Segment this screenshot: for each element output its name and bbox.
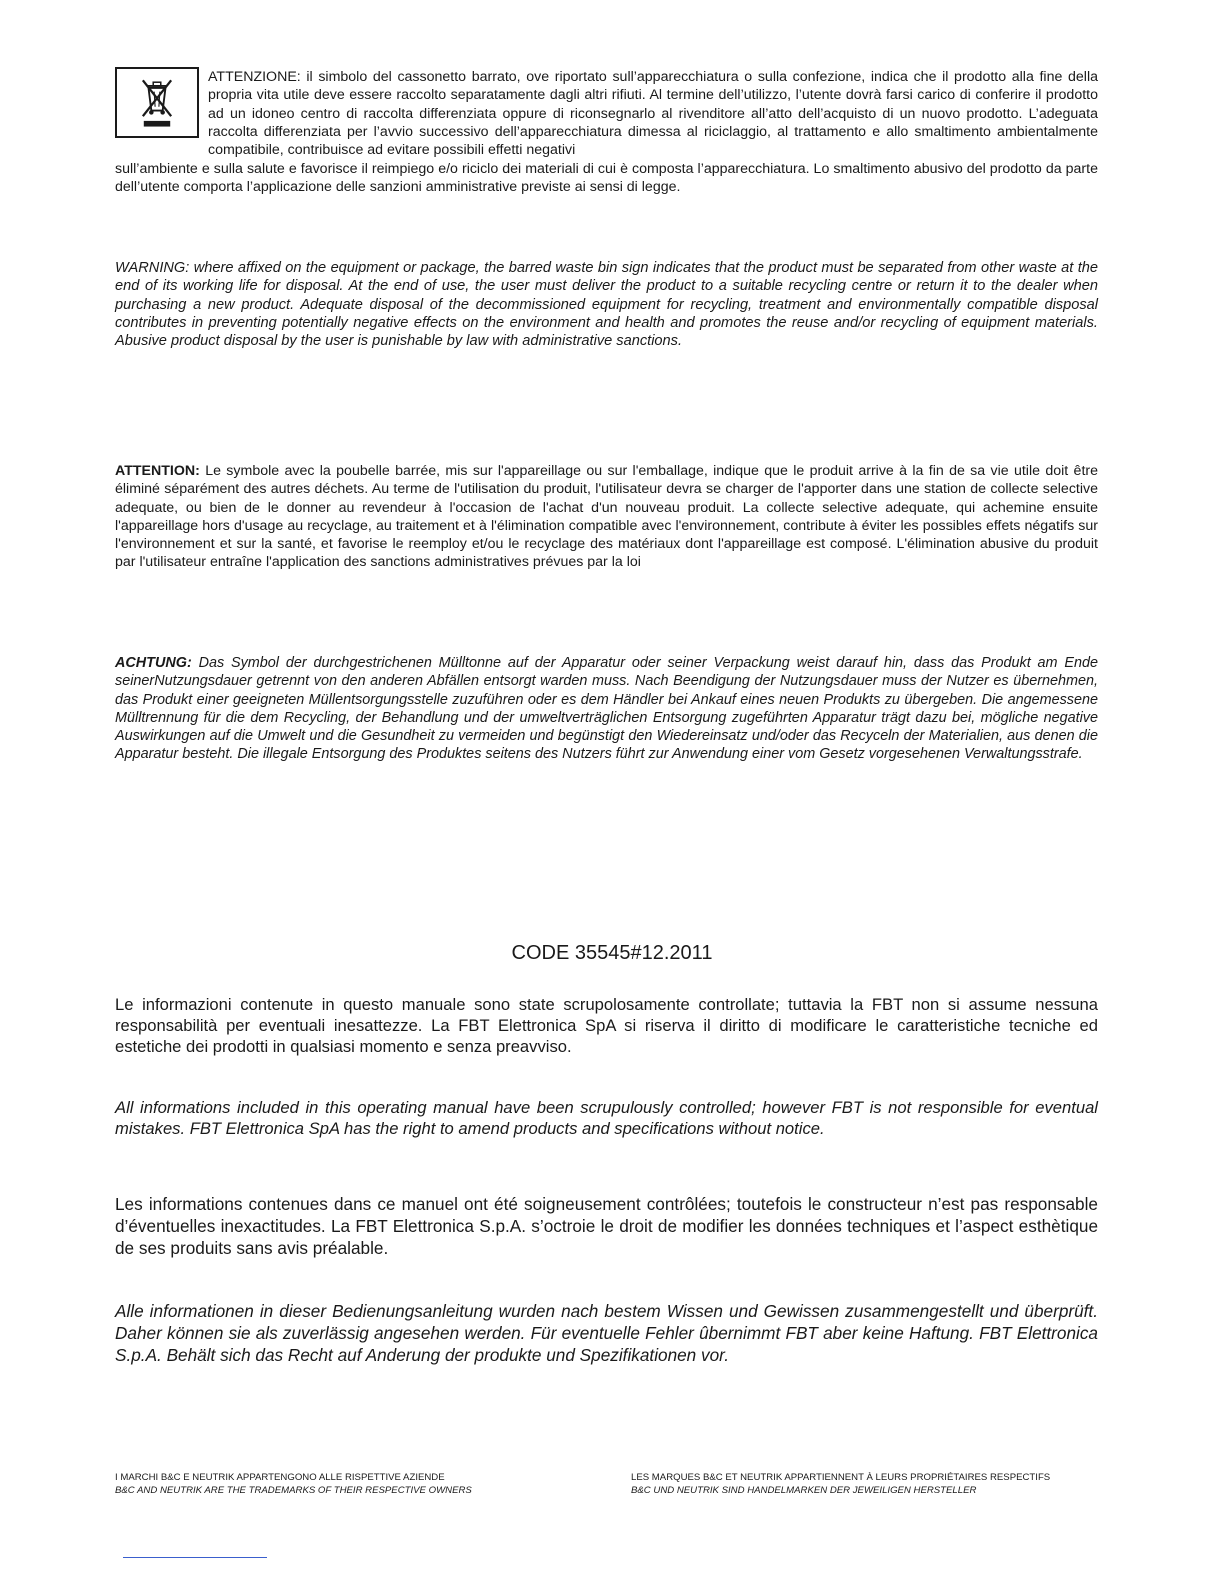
weee-bin-drawing <box>117 69 197 136</box>
weee-notice-german-body: Das Symbol der durchgestrichenen Mülltonne auf der Apparatur oder seiner Verpackung weist darauf hin, dass das Produkt am Ende seinerNutzungsdauer getrennt von den anderen Abfällen entsorgt warden muss. Nach Beendigung der Nutzungsdauer muss der Nutzer es übernehmen, das Produkt einer geeigneten Müllentsorgungsstelle zuzuführen oder es dem Händler bei Ankauf eines neuen Produkts zu übergeben. Die angemessene Mülltrennung für die dem Recycling, der Behandlung und der umweltverträglichen Entsorgung zugeführten Apparatur trägt dazu bei, mögliche negative Auswirkungen auf die Umwelt und die Gesundheit zu vermeiden und begünstigt den Wiedereinsatz und/oder das Recyceln der Materialien, aus denen die Apparatur besteht. Die illegale Entsorgung des Produktes seitens des Nutzers führt zur Anwendung einer vom Gesetz vorgesehenen Verwaltungsstrafe. <box>115 655 1098 763</box>
crossed-out-wheeled-bin-icon <box>115 67 199 138</box>
document-code: CODE 35545#12.2011 <box>511 942 713 964</box>
weee-notice-german <box>115 654 1098 764</box>
trademark-note-english: B&C AND NEUTRIK ARE THE TRADEMARKS OF THEIR RESPECTIVE OWNERS <box>115 1484 472 1496</box>
trademark-note-french: LES MARQUES B&C ET NEUTRIK APPARTIENNENT À LEURS PROPRIÉTAIRES RESPECTIFS <box>631 1472 1051 1483</box>
trademark-note-german: B&C UND NEUTRIK SIND HANDELMARKEN DER JEWEILIGEN HERSTELLER <box>631 1484 977 1496</box>
disclaimer-french: Les informations contenues dans ce manuel ont été soigneusement contrôlées; toutefois le constructeur n’est pas responsable d’éventuelles inexactitudes. La FBT Elettronica S.p.A. s’octroie le droit de modifier les données techniques et l’aspect esthètique de ses produits sans avis préalable. <box>115 1194 1098 1258</box>
weee-notice-german-lead: ACHTUNG: <box>115 655 192 671</box>
disclaimer-italian: Le informazioni contenute in questo manuale sono state scrupolosamente controllate; tuttavia la FBT non si assume nessuna responsabilità per eventuali inesattezze. La FBT Elettronica SpA si riserva il diritto di modificare le caratteristiche tecniche ed estetiche dei prodotti in qualsiasi momento e senza preavviso. <box>115 995 1098 1056</box>
weee-notice-french-lead: ATTENTION: <box>115 463 200 479</box>
weee-notice-italian-continued: sull’ambiente e sulla salute e favorisce il reimpiego e/o riciclo dei materiali di cui è composta l’apparecchiatura. Lo smaltimento abusivo del prodotto da parte dell’utente comporta l’applicazione delle sanzioni amministrative previste ai sensi di legge. <box>115 161 1098 196</box>
weee-notice-french <box>115 462 1098 572</box>
trademark-note-italian: I MARCHI B&C E NEUTRIK APPARTENGONO ALLE RISPETTIVE AZIENDE <box>115 1472 445 1483</box>
disclaimer-english: All informations included in this operating manual have been scrupulously controlled; however FBT is not responsible for eventual mistakes. FBT Elettronica SpA has the right to amend products and specifications without notice. <box>115 1098 1098 1138</box>
trademark-note-right <box>631 1472 1050 1497</box>
weee-notice-italian: ATTENZIONE: il simbolo del cassonetto barrato, ove riportato sull’apparecchiatura o sulla confezione, indica che il prodotto alla fine della propria vita utile deve essere raccolto separatamente dagli altri rifiuti. Al termine dell’utilizzo, l’utente dovrà farsi carico di conferire il prodotto ad un idoneo centro di raccolta differenziata oppure di riconsegnarlo al rivenditore all’atto dell’acquisto di un nuovo prodotto. L’adeguata raccolta differenziata per l’avvio successivo dell’apparecchiatura dimessa al riciclaggio, al trattamento e allo smaltimento ambientalmente compatibile, contribuisce ad evitare possibili effetti negativi <box>208 69 1098 159</box>
trademark-note-left <box>115 1472 472 1497</box>
disclaimer-german: Alle informationen in dieser Bedienungsanleitung wurden nach bestem Wissen und Gewissen zusammengestellt und überprüft. Daher können sie als zuverlässig angesehen werden. Für eventuelle Fehler ûbernimmt FBT aber keine Haftung. FBT Elettronica S.p.A. Behält sich das Recht auf Anderung der produkte und Spezifikationen vor. <box>115 1301 1098 1365</box>
weee-notice-english: WARNING: where affixed on the equipment or package, the barred waste bin sign indicates that the product must be separated from other waste at the end of its working life for disposal. At the end of use, the user must deliver the product to a suitable recycling centre or return it to the dealer when purchasing a new product. Adequate disposal of the decommissioned equipment for recycling, treatment and environmentally compatible disposal contributes in preventing potentially negative effects on the environment and health and promotes the reuse and/or recycling of equipment materials. Abusive product disposal by the user is punishable by law with administrative sanctions. <box>115 260 1098 350</box>
footer-divider <box>123 1557 267 1558</box>
weee-notice-french-body: Le symbole avec la poubelle barrée, mis sur l'appareillage ou sur l'emballage, indique que le produit arrive à la fin de sa vie utile doit être éliminé séparément des autres déchets. Au terme de l'utilisation du produit, l'utilisateur devra se charger de l'apporter dans une station de collecte selective adequate, ou bien de le donner au revendeur à l'occasion de l'achat d'un nouveau produit. La collecte selective adequate, qui achemine ensuite l'appareillage hors d'usage au recyclage, au traitement et à l'élimination compatible avec l'environnement, contribute à éviter les possibles effets négatifs sur l'environnement et sur la santé, et favorise le reemploy et/ou le recyclage des matériaux dont l'appareillage est composé. L'élimination abusive du produit par l'utilisateur entraîne l'application des sanctions administratives prévues par la loi <box>115 463 1098 571</box>
